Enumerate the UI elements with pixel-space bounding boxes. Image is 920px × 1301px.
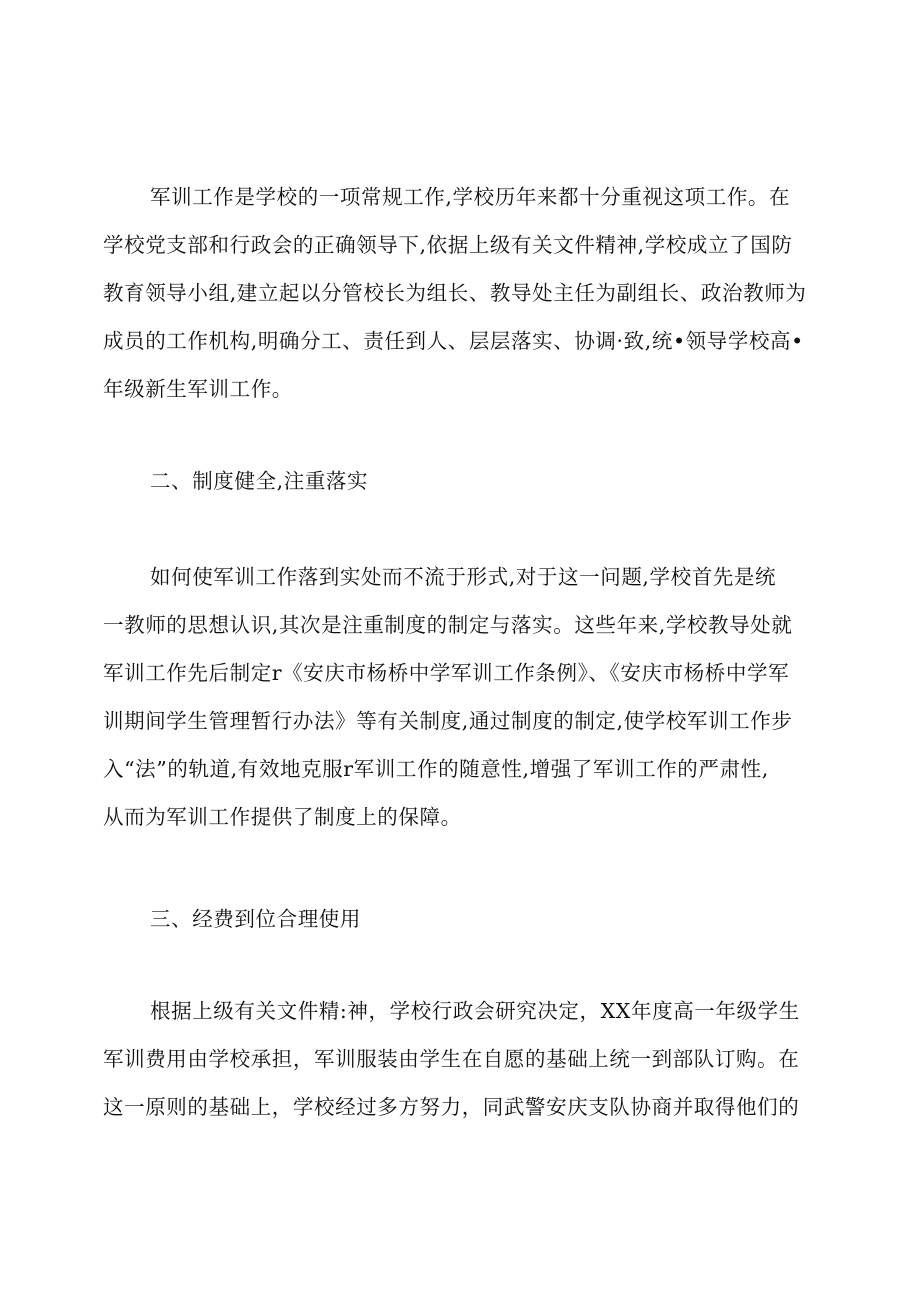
paragraph-2-line-1: 如何使军训工作落到实处而不流于形式,对于这一问题,学校首先是统	[150, 565, 777, 589]
paragraph-3-line-1: 根据上级有关文件精:神，学校行政会研究决定，XX年度高一年级学生	[150, 999, 800, 1023]
paragraph-2-line-2: 一教师的思想认识,其次是注重制度的制定与落实。这些年来,学校教导处就	[103, 613, 793, 637]
paragraph-1-line-4: 成员的工作机构,明确分工、责任到人、层层落实、协调·致,统•领导学校高•	[103, 329, 804, 353]
paragraph-2-line-3: 军训工作先后制定r《安庆市杨桥中学军训工作条例》、《安庆市杨桥中学军	[103, 661, 790, 685]
paragraph-3-line-2: 军训费用由学校承担，军训服装由学生在自愿的基础上统一到部队订购。在	[103, 1047, 800, 1071]
paragraph-3-line-3: 这一原则的基础上，学校经过多方努力，同武警安庆支队协商并取得他们的	[103, 1095, 800, 1119]
paragraph-2-line-6: 从而为军训工作提供了制度上的保障。	[103, 805, 462, 829]
paragraph-2-line-4: 训期间学生管理暂行办法》等有关制度,通过制度的制定,使学校军训工作步	[103, 709, 793, 733]
paragraph-1-line-2: 学校党支部和行政会的正确领导下,依据上级有关文件精神,学校成立了国防	[103, 233, 793, 257]
section-heading-3: 三、经费到位合理使用	[150, 907, 361, 931]
paragraph-1-line-5: 年级新生军训工作。	[103, 377, 293, 401]
paragraph-1-line-3: 教育领导小组,建立起以分管校长为组长、教导处主任为副组长、政治教师为	[103, 281, 807, 305]
paragraph-2-line-5: 入“法”的轨道,有效地克服r军训工作的随意性,增强了军训工作的严肃性,	[103, 757, 769, 781]
paragraph-1-line-1: 军训工作是学校的一项常规工作,学校历年来都十分重视这项工作。在	[150, 185, 791, 209]
section-heading-2: 二、制度健全,注重落实	[150, 469, 369, 493]
